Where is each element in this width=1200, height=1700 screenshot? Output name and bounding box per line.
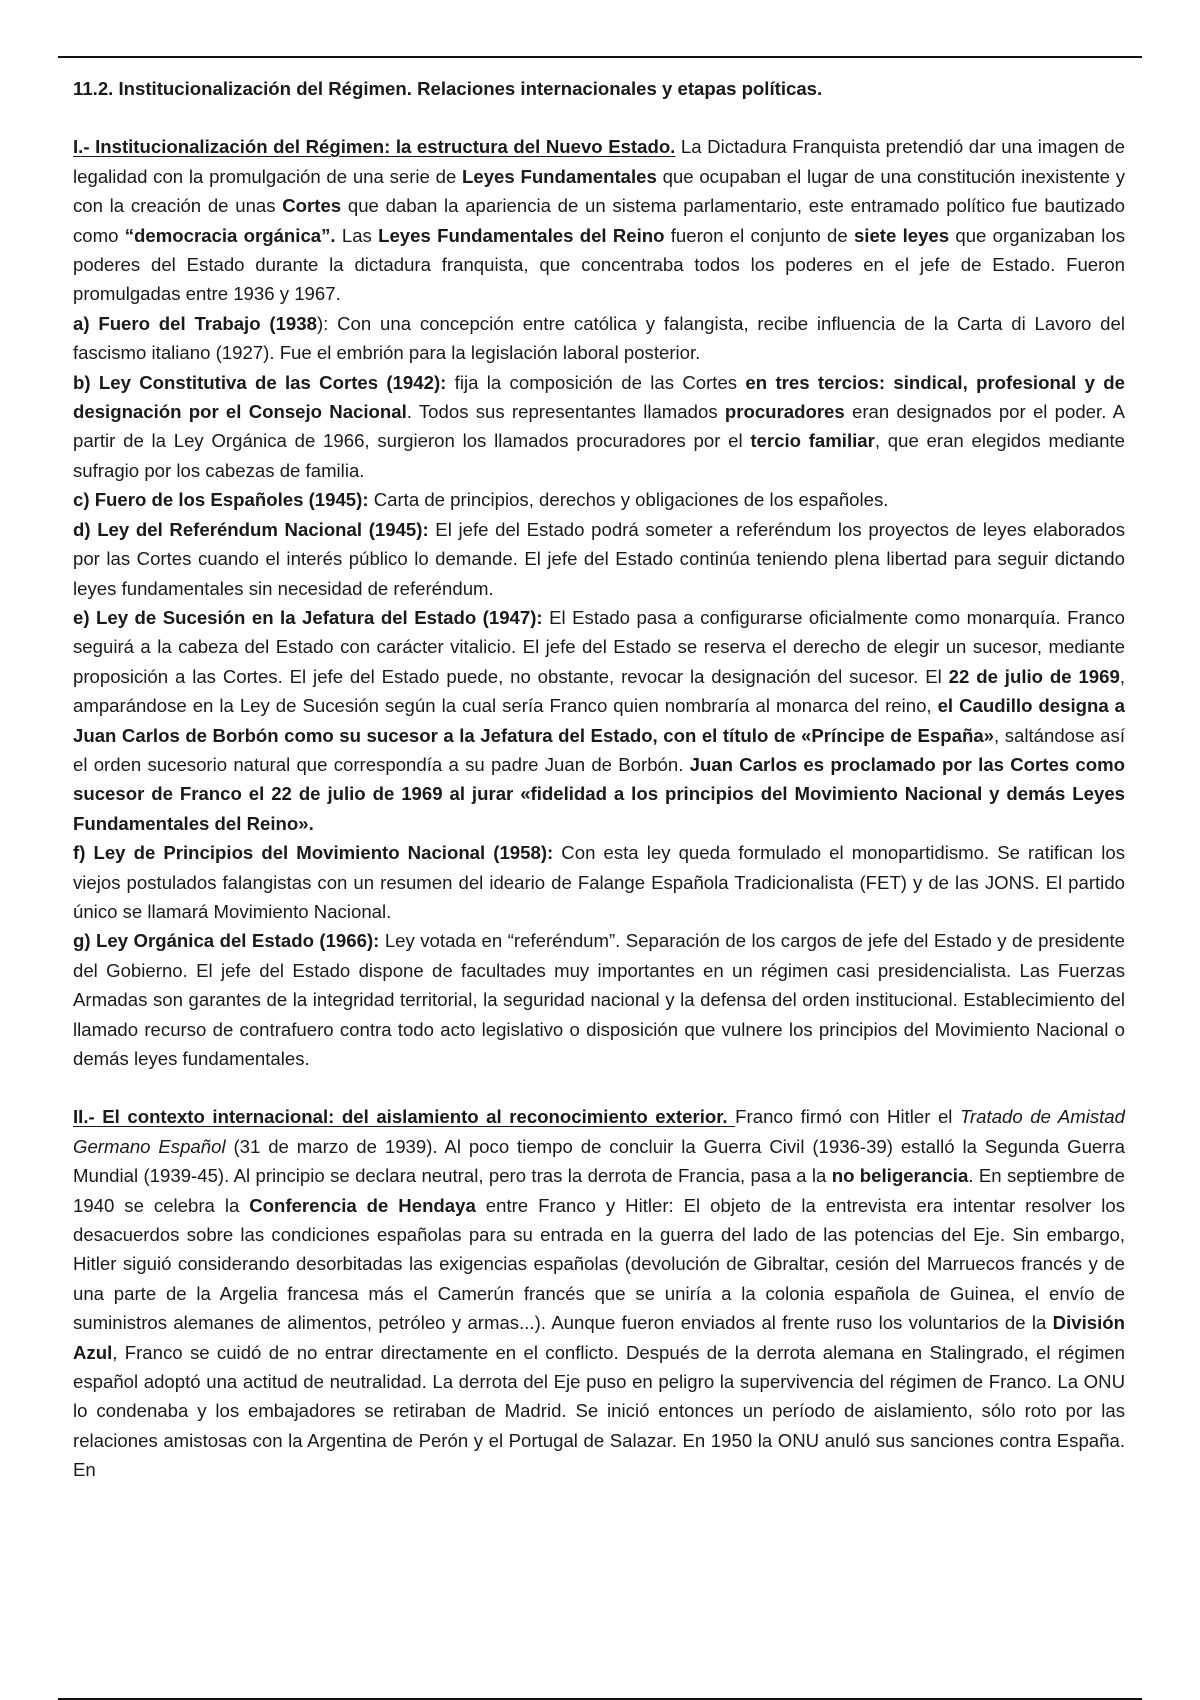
text-run: , que eran elegidos mediante sufragio por los cabezas de familia. — [73, 430, 1125, 481]
section2-heading: II.- El contexto internacional: del aislamiento al reconocimiento exterior. — [73, 1106, 736, 1128]
bold-text: siete leyes — [853, 224, 950, 246]
text-run: Franco firmó con Hitler el — [735, 1106, 961, 1128]
bold-text: b) Ley Constitutiva de las Cortes (1942): — [73, 371, 447, 393]
document-body — [73, 74, 1125, 1485]
bold-text: e) Ley de Sucesión en la Jefatura del Estado (1947): — [73, 606, 543, 628]
text-run: fueron el conjunto de — [664, 224, 854, 246]
bold-text: Conferencia de Hendaya — [249, 1194, 476, 1216]
bold-text: g) Ley Orgánica del Estado (1966): — [73, 930, 380, 952]
text-run: que ocupaban el lugar de una constitución inexistente y con la creación de unas — [73, 165, 1125, 217]
text-run: (31 de marzo de 1939). Al poco tiempo de concluir la Guerra Civil (1936-39) estalló la Segunda Guerra Mundial (1939-45). Al principio se declara neutral, pero tras la derrota de Francia, pasa a la — [73, 1135, 1125, 1187]
section2-paragraph — [73, 1102, 1125, 1484]
bold-text: División Azul — [73, 1312, 1125, 1363]
text-run: , saltándose así el orden sucesorio natural que correspondía a su padre Juan de Borbón. — [73, 724, 1125, 775]
bold-text: Juan Carlos es proclamado por las Cortes como sucesor de Franco el 22 de julio de 1969 al jurar «fidelidad a los principios del Movimiento Nacional y demás Leyes Fundamentales del Reino». — [73, 753, 1125, 834]
section1-intro-paragraph — [73, 132, 1125, 308]
top-rule — [58, 56, 1142, 58]
bold-text: tercio familiar — [750, 430, 875, 452]
law-item-b — [73, 368, 1125, 486]
text-run: La Dictadura Franquista pretendió dar una imagen de legalidad con la promulgación de una serie de — [73, 136, 1125, 187]
section1-heading: I.- Institucionalización del Régimen: la estructura del Nuevo Estado. — [73, 136, 676, 158]
text-run: , Franco se cuidó de no entrar directamente en el conflicto. Después de la derrota alemana en Stalingrado, el régimen español adoptó una actitud de neutralidad. La derrota del Eje puso en peligro la supervivencia del régimen de Franco. La ONU lo condenaba y los embajadores se retiraban de Madrid. Se inició entonces un período de aislamiento, sólo roto por las relaciones amistosas con la Argentina de Perón y el Portugal de Salazar. En 1950 la ONU anuló sus sanciones contra España. En — [73, 1341, 1125, 1481]
text-run: Las — [335, 224, 379, 246]
bold-text: Leyes Fundamentales del Reino — [378, 224, 665, 246]
text-run: El jefe del Estado podrá someter a referéndum los proyectos de leyes elaborados por las Cortes cuando el interés público lo demande. El jefe del Estado continúa teniendo plena libertad para seguir dictando leyes fundamentales sin necesidad de referéndum. — [73, 518, 1125, 599]
law-item-e — [73, 603, 1125, 838]
bold-text: el Caudillo designa a Juan Carlos de Borbón como su sucesor a la Jefatura del Estado, con el título de «Príncipe de España» — [73, 695, 1126, 746]
law-item-d — [73, 515, 1125, 603]
bold-text: f) Ley de Principios del Movimiento Nacional (1958): — [73, 842, 554, 864]
text-run: que organizaban los poderes del Estado durante la dictadura franquista, que concentraba todos los poderes en el jefe de Estado. Fueron promulgadas entre 1936 y 1967. — [73, 224, 1126, 305]
bold-text: no beligerancia — [831, 1165, 969, 1187]
italic-text: Tratado de Amistad Germano Español — [73, 1106, 1125, 1157]
text-run: , amparándose en la Ley de Sucesión según la cual sería Franco quien nombraría al monarca del reino, — [73, 665, 1125, 717]
bold-text: c) Fuero de los Españoles (1945): — [73, 489, 369, 511]
bold-text: Leyes Fundamentales — [462, 165, 657, 187]
bold-text: 22 de julio de 1969 — [948, 665, 1120, 687]
text-run: fija la composición de las Cortes — [446, 371, 746, 393]
text-run: que daban la apariencia de un sistema parlamentario, este entramado político fue bautizado como — [73, 195, 1125, 246]
rich-text — [73, 1106, 1125, 1480]
law-item-a — [73, 309, 1125, 368]
text-run: El Estado pasa a configurarse oficialmente como monarquía. Franco seguirá a la cabeza del Estado con carácter vitalicio. El jefe del Estado se reserva el derecho de elegir un sucesor, mediante proposición a las Cortes. El jefe del Estado puede, no obstante, revocar la designación del sucesor. El — [73, 606, 1125, 687]
bold-text: a) Fuero del Trabajo (1938 — [73, 312, 317, 334]
bold-text: en tres tercios: sindical, profesional y de designación por el Consejo Nacional — [73, 371, 1125, 423]
text-run: ): Con una concepción entre católica y falangista, recibe influencia de la Carta di Lavoro del fascismo italiano (1927). Fue el embrión para la legislación laboral posterior. — [73, 312, 1125, 364]
text-run: Carta de principios, derechos y obligaciones de los españoles. — [368, 489, 889, 511]
rich-text — [73, 136, 1125, 304]
law-item-c — [73, 485, 1125, 514]
bold-text: d) Ley del Referéndum Nacional (1945): — [73, 518, 429, 540]
text-run: eran designados por el poder. A partir de la Ley Orgánica de 1966, surgieron los llamados procuradores por el — [73, 401, 1125, 452]
text-run: entre Franco y Hitler: El objeto de la entrevista era intentar resolver los desacuerdos sobre las condiciones españolas para su entrada en la guerra del lado de las potencias del Eje. Sin embargo, Hitler siguió considerando desorbitadas las exigencias españolas (devolución de Gibraltar, cesión del Marruecos francés y de una parte de la Argelia francesa más el Camerún francés que se uniría a la colonia española de Guinea, el envío de suministros alemanes de alimentos, petróleo y armas...). Aunque fueron enviados al frente ruso los voluntarios de la — [73, 1194, 1125, 1334]
text-run: Ley votada en “referéndum”. Separación de los cargos de jefe del Estado y de presidente del Gobierno. El jefe del Estado dispone de facultades muy importantes en un régimen casi presidencialista. Las Fuerzas Armadas son garantes de la integridad territorial, la seguridad nacional y la defensa del orden institucional. Establecimiento del llamado recurso de contrafuero contra todo acto legislativo o disposición que vulnere los principios del Movimiento Nacional o demás leyes fundamentales. — [73, 930, 1125, 1069]
document-title: 11.2. Institucionalización del Régimen. Relaciones internacionales y etapas políticas. — [73, 78, 823, 99]
law-item-g — [73, 926, 1125, 1073]
section-spacer — [73, 1073, 1125, 1102]
text-run: Con esta ley queda formulado el monopartidismo. Se ratifican los viejos postulados falangistas con un resumen del ideario de Falange Española Tradicionalista (FET) y de las JONS. El partido único se llamará Movimiento Nacional. — [73, 842, 1126, 922]
bold-text: “democracia orgánica”. — [124, 224, 336, 246]
text-run: . Todos sus representantes llamados — [406, 401, 725, 423]
bold-text: procuradores — [724, 401, 845, 423]
bold-text: Cortes — [282, 195, 342, 217]
law-item-f — [73, 838, 1125, 926]
text-run: . En septiembre de 1940 se celebra la — [73, 1165, 1125, 1216]
